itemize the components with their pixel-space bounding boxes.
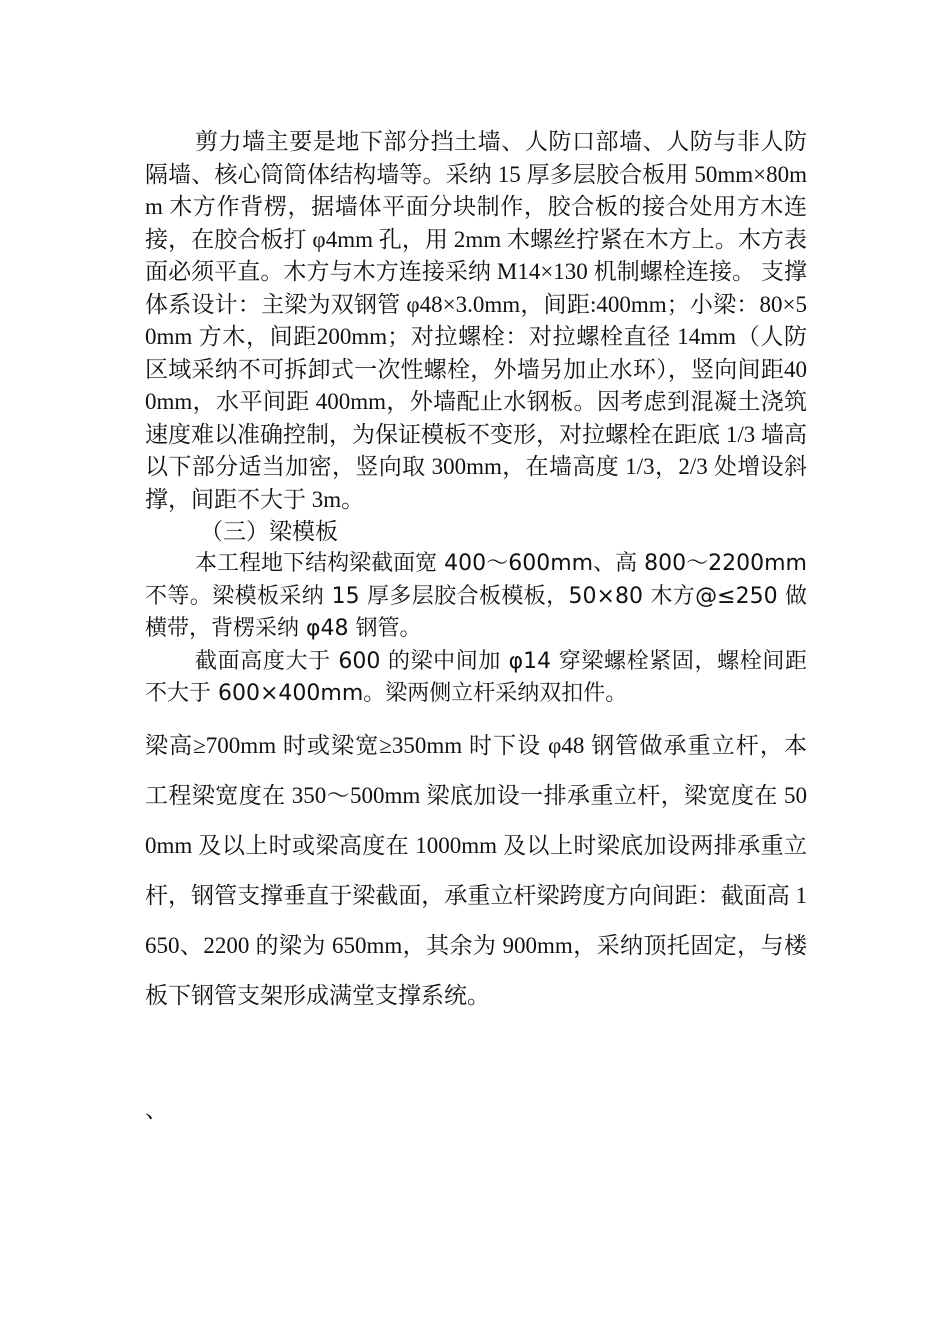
paragraph-beam-bolts: 截面高度大于 600 的梁中间加 φ14 穿梁螺栓紧固，螺栓间距不大于 600×400mm。梁两侧立杆采纳双扣件。 — [145, 648, 807, 706]
paragraph-shear-wall: 剪力墙主要是地下部分挡土墙、人防口部墙、人防与非人防隔墙、核心筒筒体结构墙等。采纳 15 厚多层胶合板用 50mm×80mm 木方作背楞，据墙体平面分块制作，胶合板的接合处用方木连接，在胶合板打 φ4mm 孔，用 2mm 木螺丝拧紧在木方上。木方表面必须平直。木方与木方连接采纳 M14×130 机制螺栓连接。 支撑体系设计：主梁为双钢管 φ48×3.0mm，间距:400mm；小梁：80×50mm 方木，间距200mm；对拉螺栓：对拉螺栓直径 14mm（人防区域采纳不可拆卸式一次性螺栓，外墙另加止水环），竖向间距400mm，水平间距 400mm，外墙配止水钢板。因考虑到混凝土浇筑速度难以准确控制，为保证模板不变形，对拉螺栓在距底 1/3 墙高以下部分适当加密，竖向取 300mm，在墙高度 1/3，2/3 处增设斜撑，间距不大于 3m。 — [145, 129, 807, 512]
paragraph-beam-section: 本工程地下结构梁截面宽 400～600mm、高 800～2200mm 不等。梁模板采纳 15 厚多层胶合板模板，50×80 木方@≤250 做横带，背楞采纳 φ48 钢管。 — [145, 551, 807, 641]
document-body — [145, 126, 807, 1021]
section-heading-beam-formwork: （三）梁模板 — [200, 519, 338, 544]
trailing-mark: 、 — [145, 1097, 168, 1122]
paragraph-beam-supports: 梁高≥700mm 时或梁宽≥350mm 时下设 φ48 钢管做承重立杆，本工程梁宽度在 350～500mm 梁底加设一排承重立杆，梁宽度在 500mm 及以上时或梁高度在 1000mm 及以上时梁底加设两排承重立杆，钢管支撑垂直于梁截面，承重立杆梁跨度方向间距：截面高 1650、2200 的梁为 650mm，其余为 900mm，采纳顶托固定，与楼板下钢管支架形成满堂支撑系统。 — [145, 732, 807, 1008]
